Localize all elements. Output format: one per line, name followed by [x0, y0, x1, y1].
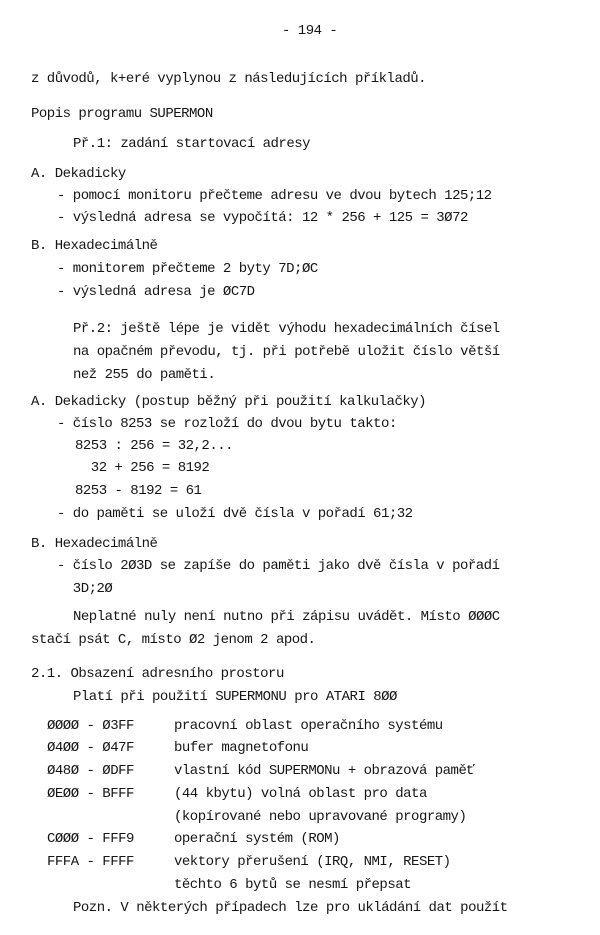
program-title: Popis programu SUPERMON — [31, 106, 213, 122]
example2-heading: Př.2: ještě lépe je vidět výhodu hexadecimálních čísel — [73, 321, 500, 337]
memory-desc: operační systém (ROM) — [174, 831, 340, 847]
memory-range: Ø4ØØ - Ø47F — [47, 740, 134, 756]
example1-a-line: - výsledná adresa se vypočítá: 12 * 256 + 125 = 3Ø72 — [57, 210, 468, 226]
footnote: Pozn. V některých případech lze pro ukládání dat použít — [73, 900, 508, 916]
example2-b-line: 3D;2Ø — [57, 581, 113, 597]
memory-range: Ø48Ø - ØDFF — [47, 763, 134, 779]
memory-desc: bufer magnetofonu — [174, 740, 309, 756]
memory-desc: vlastní kód SUPERMONu + obrazová paměť — [174, 763, 475, 779]
memory-desc: (44 kbytu) volná oblast pro data — [174, 786, 427, 802]
example1-a-line: - pomocí monitoru přečteme adresu ve dvou bytech 125;12 — [57, 188, 492, 204]
example1-a-heading: A. Dekadicky — [31, 166, 126, 182]
example1-b-line: - výsledná adresa je ØC7D — [57, 284, 255, 300]
example2-b-heading: B. Hexadecimálně — [31, 536, 158, 552]
example2-a-line: - číslo 8253 se rozloží do dvou bytu takto: — [57, 416, 397, 432]
memory-range: ØØØØ - Ø3FF — [47, 718, 134, 734]
intro-text: z důvodů, k+eré vyplynou z následujících příkladů. — [31, 71, 427, 87]
section-subheading: Platí při použití SUPERMONU pro ATARI 8ØØ — [73, 689, 397, 705]
example1-b-line: - monitorem přečteme 2 byty 7D;ØC — [57, 261, 318, 277]
example2-heading: než 255 do paměti. — [73, 367, 216, 383]
example2-a-heading: A. Dekadicky (postup běžný při použití kalkulačky) — [31, 394, 427, 410]
calc-line: 8253 - 8192 = 61 — [75, 483, 202, 499]
memory-range: FFFA - FFFF — [47, 854, 134, 870]
page-number: - 194 - — [282, 23, 338, 39]
memory-range: ØEØØ - BFFF — [47, 786, 134, 802]
example1-b-heading: B. Hexadecimálně — [31, 238, 158, 254]
note-line: Neplatné nuly není nutno při zápisu uvádět. Místo ØØØC — [73, 609, 500, 625]
example2-b-line: - číslo 2Ø3D se zapíše do paměti jako dvě čísla v pořadí — [57, 558, 500, 574]
memory-range: CØØØ - FFF9 — [47, 831, 134, 847]
example1-heading: Př.1: zadání startovací adresy — [73, 136, 311, 152]
calc-line: 8253 : 256 = 32,2... — [75, 438, 234, 454]
example2-heading: na opačném převodu, tj. při potřebě uložit číslo větší — [73, 344, 500, 360]
memory-desc: (kopírované nebo upravované programy) — [174, 809, 467, 825]
memory-desc: těchto 6 bytů se nesmí přepsat — [174, 877, 412, 893]
note-line: stačí psát C, místo Ø2 jenom 2 apod. — [31, 632, 316, 648]
example2-a-line: - do paměti se uloží dvě čísla v pořadí 61;32 — [57, 506, 413, 522]
memory-desc: vektory přerušení (IRQ, NMI, RESET) — [174, 854, 451, 870]
calc-line: 32 + 256 = 8192 — [75, 460, 210, 476]
section-heading: 2.1. Obsazení adresního prostoru — [31, 666, 284, 682]
memory-desc: pracovní oblast operačního systému — [174, 718, 443, 734]
